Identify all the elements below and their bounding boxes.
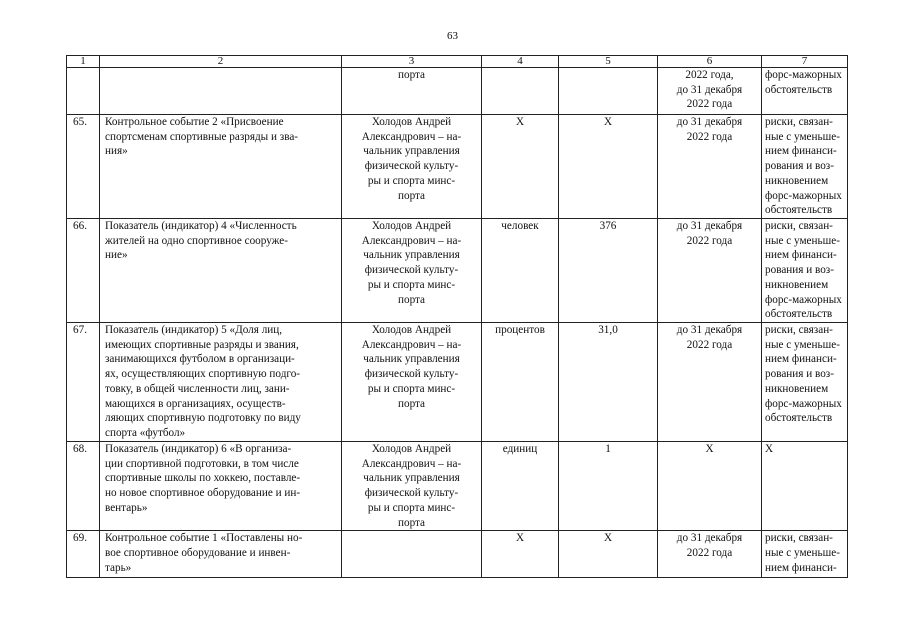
column-header: 2 <box>100 56 342 68</box>
row-number-cell <box>67 68 100 115</box>
event-name-line: Контрольное событие 1 «Поставлены но- <box>105 532 303 545</box>
event-name-line: ях, осуществляющих спортивную подго- <box>105 368 301 381</box>
responsible-person-line: ры и спорта минс- <box>367 382 456 395</box>
risks-line: форс-мажорных <box>765 397 842 410</box>
unit-of-measure-cell: человек <box>482 219 559 323</box>
table-row <box>67 442 848 531</box>
responsible-person-line: физической культу- <box>364 264 459 277</box>
deadline-line: до 31 декабря <box>676 220 743 232</box>
risks-cell <box>762 115 848 219</box>
event-name-cell <box>100 219 342 323</box>
risks-line: форс-мажорных <box>765 189 842 202</box>
responsible-person-cell <box>342 531 482 578</box>
target-value-cell: X <box>559 531 658 578</box>
deadline-line: до 31 декабря <box>676 83 743 96</box>
event-name-line: товку, в общей численности лиц, зани- <box>105 382 290 395</box>
deadline-line: 2022 года <box>686 546 733 559</box>
risks-line: ные с уменьше- <box>765 130 840 143</box>
deadline-line: 2022 года <box>686 98 733 111</box>
risks-line: ные с уменьше- <box>765 234 840 247</box>
row-number-cell: 66. <box>67 219 100 323</box>
column-header: 1 <box>67 56 100 68</box>
deadline-cell <box>658 442 762 531</box>
risks-line: обстоятельств <box>765 83 833 96</box>
target-value-cell: X <box>559 115 658 219</box>
event-name-cell <box>100 115 342 219</box>
responsible-person-cell <box>342 219 482 323</box>
event-name-line: ние» <box>105 249 128 262</box>
responsible-person-cell <box>342 323 482 442</box>
risks-line: риски, связан- <box>765 220 833 232</box>
responsible-person-line: Александрович – на- <box>361 338 462 351</box>
risks-line: ные с уменьше- <box>765 546 840 559</box>
responsible-person-line: порта <box>397 69 426 81</box>
responsible-person-line: порта <box>397 397 426 410</box>
deadline-cell <box>658 115 762 219</box>
event-name-line: занимающихся футболом в организаци- <box>105 353 295 366</box>
column-header: 7 <box>762 56 848 68</box>
deadline-cell <box>658 323 762 442</box>
event-name-cell <box>100 531 342 578</box>
event-name-line: но новое спортивное оборудование и ин- <box>105 487 301 500</box>
event-name-cell <box>100 442 342 531</box>
risks-line: рования и воз- <box>765 160 834 173</box>
risks-line: риски, связан- <box>765 116 833 128</box>
risks-line: нием финанси- <box>765 145 837 158</box>
unit-of-measure-cell: X <box>482 531 559 578</box>
event-name-line: ния» <box>105 145 128 158</box>
deadline-cell <box>658 219 762 323</box>
responsible-person-line: ры и спорта минс- <box>367 174 456 187</box>
risks-line: нием финанси- <box>765 249 837 262</box>
responsible-person-line: ры и спорта минс- <box>367 501 456 514</box>
event-name-line: Показатель (индикатор) 6 «В организа- <box>105 443 292 455</box>
risks-line: форс-мажорных <box>765 69 842 81</box>
risks-cell <box>762 219 848 323</box>
risks-line: рования и воз- <box>765 368 834 381</box>
row-number-cell: 68. <box>67 442 100 531</box>
column-header: 4 <box>482 56 559 68</box>
target-value-cell <box>559 68 658 115</box>
event-name-line: мающихся в организациях, осуществ- <box>105 397 286 410</box>
event-name-line: Показатель (индикатор) 5 «Доля лиц, <box>105 324 283 336</box>
column-header: 3 <box>342 56 482 68</box>
event-name-line: вое спортивное оборудование и инвен- <box>105 546 291 559</box>
event-name-line: спортивные школы по хоккею, поставле- <box>105 472 301 485</box>
responsible-person-line: физической культу- <box>364 160 459 173</box>
event-name-line: жителей на одно спортивное сооруже- <box>105 234 288 247</box>
responsible-person-cell <box>342 115 482 219</box>
unit-of-measure-cell <box>482 68 559 115</box>
risks-line: риски, связан- <box>765 532 833 545</box>
data-table <box>66 55 848 578</box>
responsible-person-cell <box>342 442 482 531</box>
responsible-person-line: Холодов Андрей <box>371 324 452 336</box>
deadline-cell <box>658 531 762 578</box>
event-name-line: Показатель (индикатор) 4 «Численность <box>105 220 297 232</box>
table-row <box>67 115 848 219</box>
deadline-line: X <box>705 443 714 455</box>
unit-of-measure-cell: единиц <box>482 442 559 531</box>
event-name-line: ляющих спортивную подготовку по виду <box>105 412 301 425</box>
responsible-person-line: Холодов Андрей <box>371 220 452 232</box>
risks-line: обстоятельств <box>765 204 833 217</box>
event-name-line: ции спортивной подготовки, в том числе <box>105 457 299 470</box>
row-number-cell: 69. <box>67 531 100 578</box>
risks-line: никновением <box>765 382 829 395</box>
risks-line: обстоятельств <box>765 412 833 425</box>
responsible-person-cell <box>342 68 482 115</box>
deadline-cell <box>658 68 762 115</box>
event-name-cell <box>100 68 342 115</box>
event-name-line: спортсменам спортивные разряды и зва- <box>105 130 299 143</box>
risks-line: нием финанси- <box>765 353 837 366</box>
responsible-person-line: порта <box>397 293 426 306</box>
risks-line: никновением <box>765 278 829 291</box>
responsible-person-line: порта <box>397 189 426 202</box>
risks-cell <box>762 68 848 115</box>
responsible-person-line: порта <box>397 516 426 529</box>
responsible-person-line: чальник управления <box>363 249 460 262</box>
table-row <box>67 219 848 323</box>
page-number: 63 <box>447 30 458 42</box>
unit-of-measure-cell: процентов <box>482 323 559 442</box>
risks-line: риски, связан- <box>765 324 833 336</box>
event-name-line: Контрольное событие 2 «Присвоение <box>105 116 284 128</box>
table-row <box>67 68 848 115</box>
deadline-line: 2022 года <box>686 130 733 143</box>
table-row <box>67 323 848 442</box>
risks-line: никновением <box>765 174 829 187</box>
risks-line: обстоятельств <box>765 308 833 321</box>
column-header: 5 <box>559 56 658 68</box>
event-name-cell <box>100 323 342 442</box>
target-value-cell: 31,0 <box>559 323 658 442</box>
row-number-cell: 67. <box>67 323 100 442</box>
risks-line: форс-мажорных <box>765 293 842 306</box>
responsible-person-line: Александрович – на- <box>361 457 462 470</box>
deadline-line: 2022 года, <box>685 69 734 81</box>
deadline-line: до 31 декабря <box>676 324 743 336</box>
risks-cell <box>762 442 848 531</box>
event-name-line: вентарь» <box>105 501 148 514</box>
risks-cell <box>762 531 848 578</box>
event-name-line: тарь» <box>105 561 132 574</box>
unit-of-measure-cell: X <box>482 115 559 219</box>
row-number-cell: 65. <box>67 115 100 219</box>
risks-line: рования и воз- <box>765 264 834 277</box>
responsible-person-line: Холодов Андрей <box>371 116 452 128</box>
risks-line: ные с уменьше- <box>765 338 840 351</box>
risks-cell <box>762 323 848 442</box>
risks-line: нием финанси- <box>765 561 837 574</box>
responsible-person-line: Александрович – на- <box>361 234 462 247</box>
responsible-person-line: физической культу- <box>364 368 459 381</box>
column-header: 6 <box>658 56 762 68</box>
deadline-line: до 31 декабря <box>676 116 743 128</box>
deadline-line: до 31 декабря <box>676 532 743 545</box>
responsible-person-line: Александрович – на- <box>361 130 462 143</box>
table-row <box>67 531 848 578</box>
responsible-person-line: чальник управления <box>363 353 460 366</box>
deadline-line: 2022 года <box>686 338 733 351</box>
responsible-person-line: чальник управления <box>363 145 460 158</box>
event-name-line: спорта «футбол» <box>105 426 186 439</box>
responsible-person-line: физической культу- <box>364 487 459 500</box>
event-name-line: имеющих спортивные разряды и звания, <box>105 338 299 351</box>
table-header-row <box>67 56 848 68</box>
target-value-cell: 1 <box>559 442 658 531</box>
responsible-person-line: Холодов Андрей <box>371 443 452 455</box>
target-value-cell: 376 <box>559 219 658 323</box>
responsible-person-line: ры и спорта минс- <box>367 278 456 291</box>
risks-line: X <box>765 443 774 455</box>
deadline-line: 2022 года <box>686 234 733 247</box>
responsible-person-line: чальник управления <box>363 472 460 485</box>
